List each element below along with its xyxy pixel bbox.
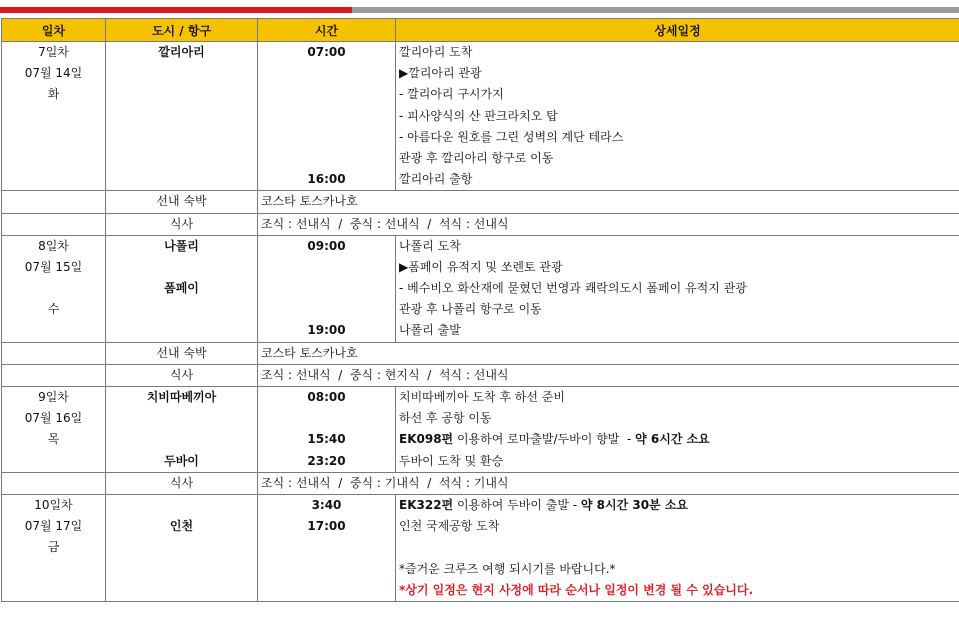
day8-day-label: 8일차 <box>38 238 69 253</box>
day7-row <box>2 42 959 191</box>
day8-stay-row <box>2 342 959 364</box>
day8-time-1: 09:00 <box>307 238 346 253</box>
day10-flight-text: 이용하여 두바이 출발 - <box>453 497 581 512</box>
day7-detail-4: - 피사양식의 산 판크라치오 탑 <box>399 108 558 123</box>
day7-detail-5: - 아름다운 원호를 그린 성벽의 계단 테라스 <box>399 129 624 144</box>
day8-date: 07월 15일 <box>24 259 83 274</box>
day7-stay-label-cell <box>106 191 258 213</box>
day8-detail-1: 나폴리 도착 <box>399 238 461 253</box>
day7-meal-label-cell <box>106 213 258 235</box>
top-accent-bar <box>0 7 959 13</box>
header-day: 일차 <box>2 19 106 42</box>
day7-detail-7: 깔리아리 출항 <box>399 172 473 187</box>
day10-time-1: 3:40 <box>311 497 342 512</box>
header-city: 도시 / 항구 <box>106 19 258 42</box>
day10-time-cell <box>258 494 396 601</box>
day9-city-cell <box>106 387 258 473</box>
day10-row <box>2 494 959 601</box>
day7-time-1: 07:00 <box>307 45 346 59</box>
day8-meal-label-cell <box>106 364 258 386</box>
day9-detail-cell <box>396 387 959 473</box>
header-time: 시간 <box>258 19 396 42</box>
day7-stay-cell <box>258 191 959 213</box>
day8-time-2: 19:00 <box>307 323 346 338</box>
day7-stay: 코스타 토스카나호 <box>261 194 358 209</box>
header-detail: 상세일정 <box>396 19 959 42</box>
day7-city: 깔리아리 <box>158 45 205 59</box>
day9-row <box>2 387 959 473</box>
day9-flight-text: 이용하여 로마출발/두바이 향발 - <box>453 432 636 447</box>
day7-detail-6: 관광 후 깔리아리 항구로 이동 <box>399 150 554 165</box>
day8-detail-cell <box>396 235 959 342</box>
day7-meal: 조식 : 선내식 / 중식 : 선내식 / 석식 : 선내식 <box>261 216 509 231</box>
day10-flight-line <box>396 495 959 516</box>
day8-detail-2: ▶폼페이 유적지 및 쏘렌토 관광 <box>399 259 563 274</box>
day10-flight-duration: 약 8시간 30분 소요 <box>580 497 689 512</box>
day8-stay-cell <box>258 342 959 364</box>
day9-meal-label-cell <box>106 472 258 494</box>
day8-meal: 조식 : 선내식 / 중식 : 현지식 / 석식 : 선내식 <box>261 367 509 382</box>
day8-detail-5: 나폴리 출발 <box>399 323 461 338</box>
day8-stay-label: 선내 숙박 <box>156 345 207 360</box>
day7-city-cell <box>106 42 258 191</box>
day7-day-label: 7일차 <box>38 45 69 59</box>
day9-meal: 조식 : 선내식 / 중식 : 기내식 / 석식 : 기내식 <box>261 475 509 490</box>
day8-city-2: 폼페이 <box>164 281 199 296</box>
day9-detail-2: 하선 후 공항 이동 <box>399 411 492 426</box>
day8-meal-row <box>2 364 959 386</box>
day8-day-cell <box>2 235 106 342</box>
day9-flight-code: EK098편 <box>399 432 454 447</box>
day8-meal-cell <box>258 364 959 386</box>
day9-day-cell <box>2 387 106 473</box>
day10-flight-code: EK322편 <box>399 497 454 512</box>
day7-weekday: 화 <box>47 87 60 102</box>
day10-weekday: 금 <box>47 540 60 555</box>
day9-detail-4: 두바이 도착 및 환승 <box>399 453 504 468</box>
day7-day-cell <box>2 42 106 191</box>
day9-detail-1: 치비따베끼아 도착 후 하선 준비 <box>399 390 565 404</box>
day7-meal-label: 식사 <box>169 216 194 231</box>
day7-date: 07월 14일 <box>24 66 83 81</box>
day9-time-2: 15:40 <box>307 432 346 447</box>
header-row <box>2 19 959 42</box>
day9-meal-row <box>2 472 959 494</box>
day7-detail-3: - 깔리아리 구시가지 <box>399 87 504 102</box>
day9-flight-line <box>396 429 959 450</box>
day10-day-label: 10일차 <box>34 497 73 512</box>
day9-weekday: 목 <box>47 432 60 447</box>
top-bar-gray <box>352 7 959 13</box>
day8-stay: 코스타 토스카나호 <box>261 345 358 360</box>
day10-date: 07월 17일 <box>24 519 83 534</box>
day7-time-cell <box>258 42 396 191</box>
day8-time-cell <box>258 235 396 342</box>
day8-stay-label-cell <box>106 342 258 364</box>
day10-time-2: 17:00 <box>307 519 346 534</box>
day7-meal-row <box>2 213 959 235</box>
top-bar-red <box>0 7 352 13</box>
day9-flight-duration: 약 6시간 소요 <box>635 432 710 447</box>
day10-detail-1: 인천 국제공항 도착 <box>399 519 500 534</box>
day10-city: 인천 <box>169 519 194 534</box>
day10-detail-cell <box>396 494 959 601</box>
day9-time-1: 08:00 <box>307 390 346 404</box>
day9-meal-cell <box>258 472 959 494</box>
itinerary-table <box>1 18 959 602</box>
day10-detail-2: *즐거운 크루즈 여행 되시기를 바랍니다.* <box>399 561 616 576</box>
day9-time-cell <box>258 387 396 473</box>
day9-meal-label: 식사 <box>169 475 194 490</box>
day8-detail-4: 관광 후 나폴리 항구로 이동 <box>399 302 542 317</box>
day7-stay-row <box>2 191 959 213</box>
day8-city-cell <box>106 235 258 342</box>
day10-day-cell <box>2 494 106 601</box>
day10-city-cell <box>106 494 258 601</box>
day7-stay-label: 선내 숙박 <box>156 194 207 209</box>
day9-city-2: 두바이 <box>164 453 199 468</box>
day8-row <box>2 235 959 342</box>
day9-city-1: 치비따베끼아 <box>146 390 217 404</box>
day7-detail-1: 깔리아리 도착 <box>399 45 473 59</box>
day7-meal-cell <box>258 213 959 235</box>
day7-time-2: 16:00 <box>307 172 346 187</box>
day8-detail-3: - 베수비오 화산재에 묻혔던 번영과 쾌락의도시 폼페이 유적지 관광 <box>399 281 747 296</box>
day7-detail-2: ▶깔리아리 관광 <box>399 66 482 81</box>
day10-notice: *상기 일정은 현지 사정에 따라 순서나 일정이 변경 될 수 있습니다. <box>399 582 754 597</box>
day8-city-1: 나폴리 <box>164 238 199 253</box>
day9-date: 07월 16일 <box>24 411 83 426</box>
day9-time-3: 23:20 <box>307 453 346 468</box>
day8-meal-label: 식사 <box>169 367 194 382</box>
day7-detail-cell <box>396 42 959 191</box>
day9-day-label: 9일차 <box>38 390 69 404</box>
day8-weekday: 수 <box>47 302 60 317</box>
